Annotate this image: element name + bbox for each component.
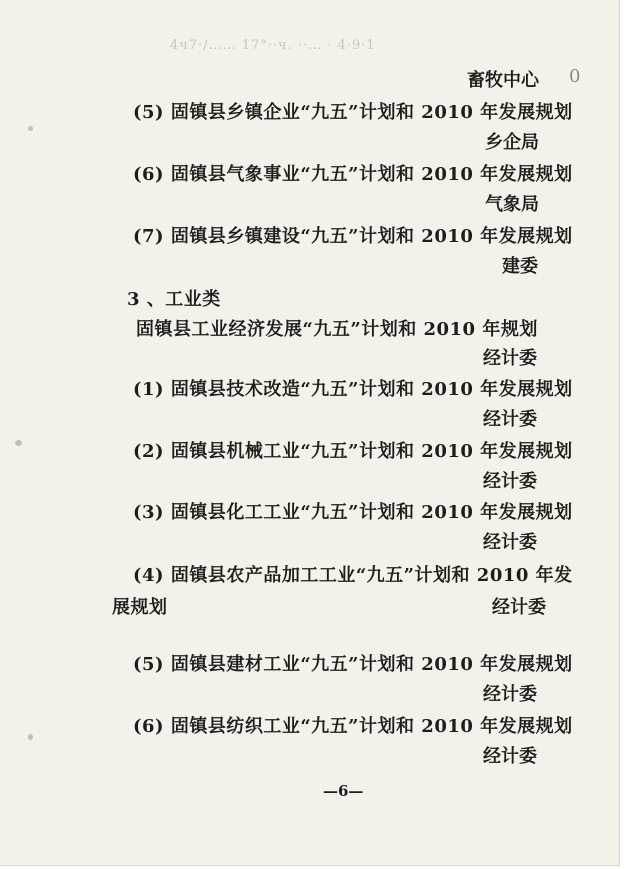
item-5-dept: 乡企局 [485,132,539,153]
industry-main-dept: 经计委 [483,348,537,369]
industry-item-5-title: (5) 固镇县建材工业“九五”计划和 2010 年发展规划 [133,654,573,675]
item-6-title: (6) 固镇县气象事业“九五”计划和 2010 年发展规划 [133,164,573,185]
corner-mark: 0 [569,66,581,87]
industry-item-2-title: (2) 固镇县机械工业“九五”计划和 2010 年发展规划 [133,441,573,462]
dept-xumu: 畜牧中心 [467,70,539,91]
item-5-title: (5) 固镇县乡镇企业“九五”计划和 2010 年发展规划 [133,102,573,123]
industry-item-2-dept: 经计委 [483,471,537,492]
industry-item-4-dept: 经计委 [492,597,546,618]
section-heading-industry: 3 、工业类 [127,289,221,310]
scan-speck [28,734,33,740]
industry-item-6-title: (6) 固镇县纺织工业“九五”计划和 2010 年发展规划 [133,716,573,737]
industry-item-6-dept: 经计委 [483,746,537,767]
industry-item-1-dept: 经计委 [483,409,537,430]
industry-item-1-title: (1) 固镇县技术改造“九五”计划和 2010 年发展规划 [133,379,573,400]
industry-item-4-continuation: 展规划 [112,597,168,618]
scan-speck [28,126,33,131]
scan-speck [15,440,22,446]
industry-main-title: 固镇县工业经济发展“九五”计划和 2010 年规划 [136,319,538,340]
page-number: —6— [323,782,364,800]
bleed-through-text: 4ч7·/…… 17°··ч. ··… · 4·9·1 [170,38,376,53]
industry-item-3-title: (3) 固镇县化工工业“九五”计划和 2010 年发展规划 [133,502,573,523]
item-7-title: (7) 固镇县乡镇建设“九五”计划和 2010 年发展规划 [133,226,573,247]
industry-item-5-dept: 经计委 [483,684,537,705]
item-7-dept: 建委 [502,256,538,277]
item-6-dept: 气象局 [485,194,539,215]
industry-item-4-title: (4) 固镇县农产品加工工业“九五”计划和 2010 年发 [133,565,573,586]
industry-item-3-dept: 经计委 [483,532,537,553]
